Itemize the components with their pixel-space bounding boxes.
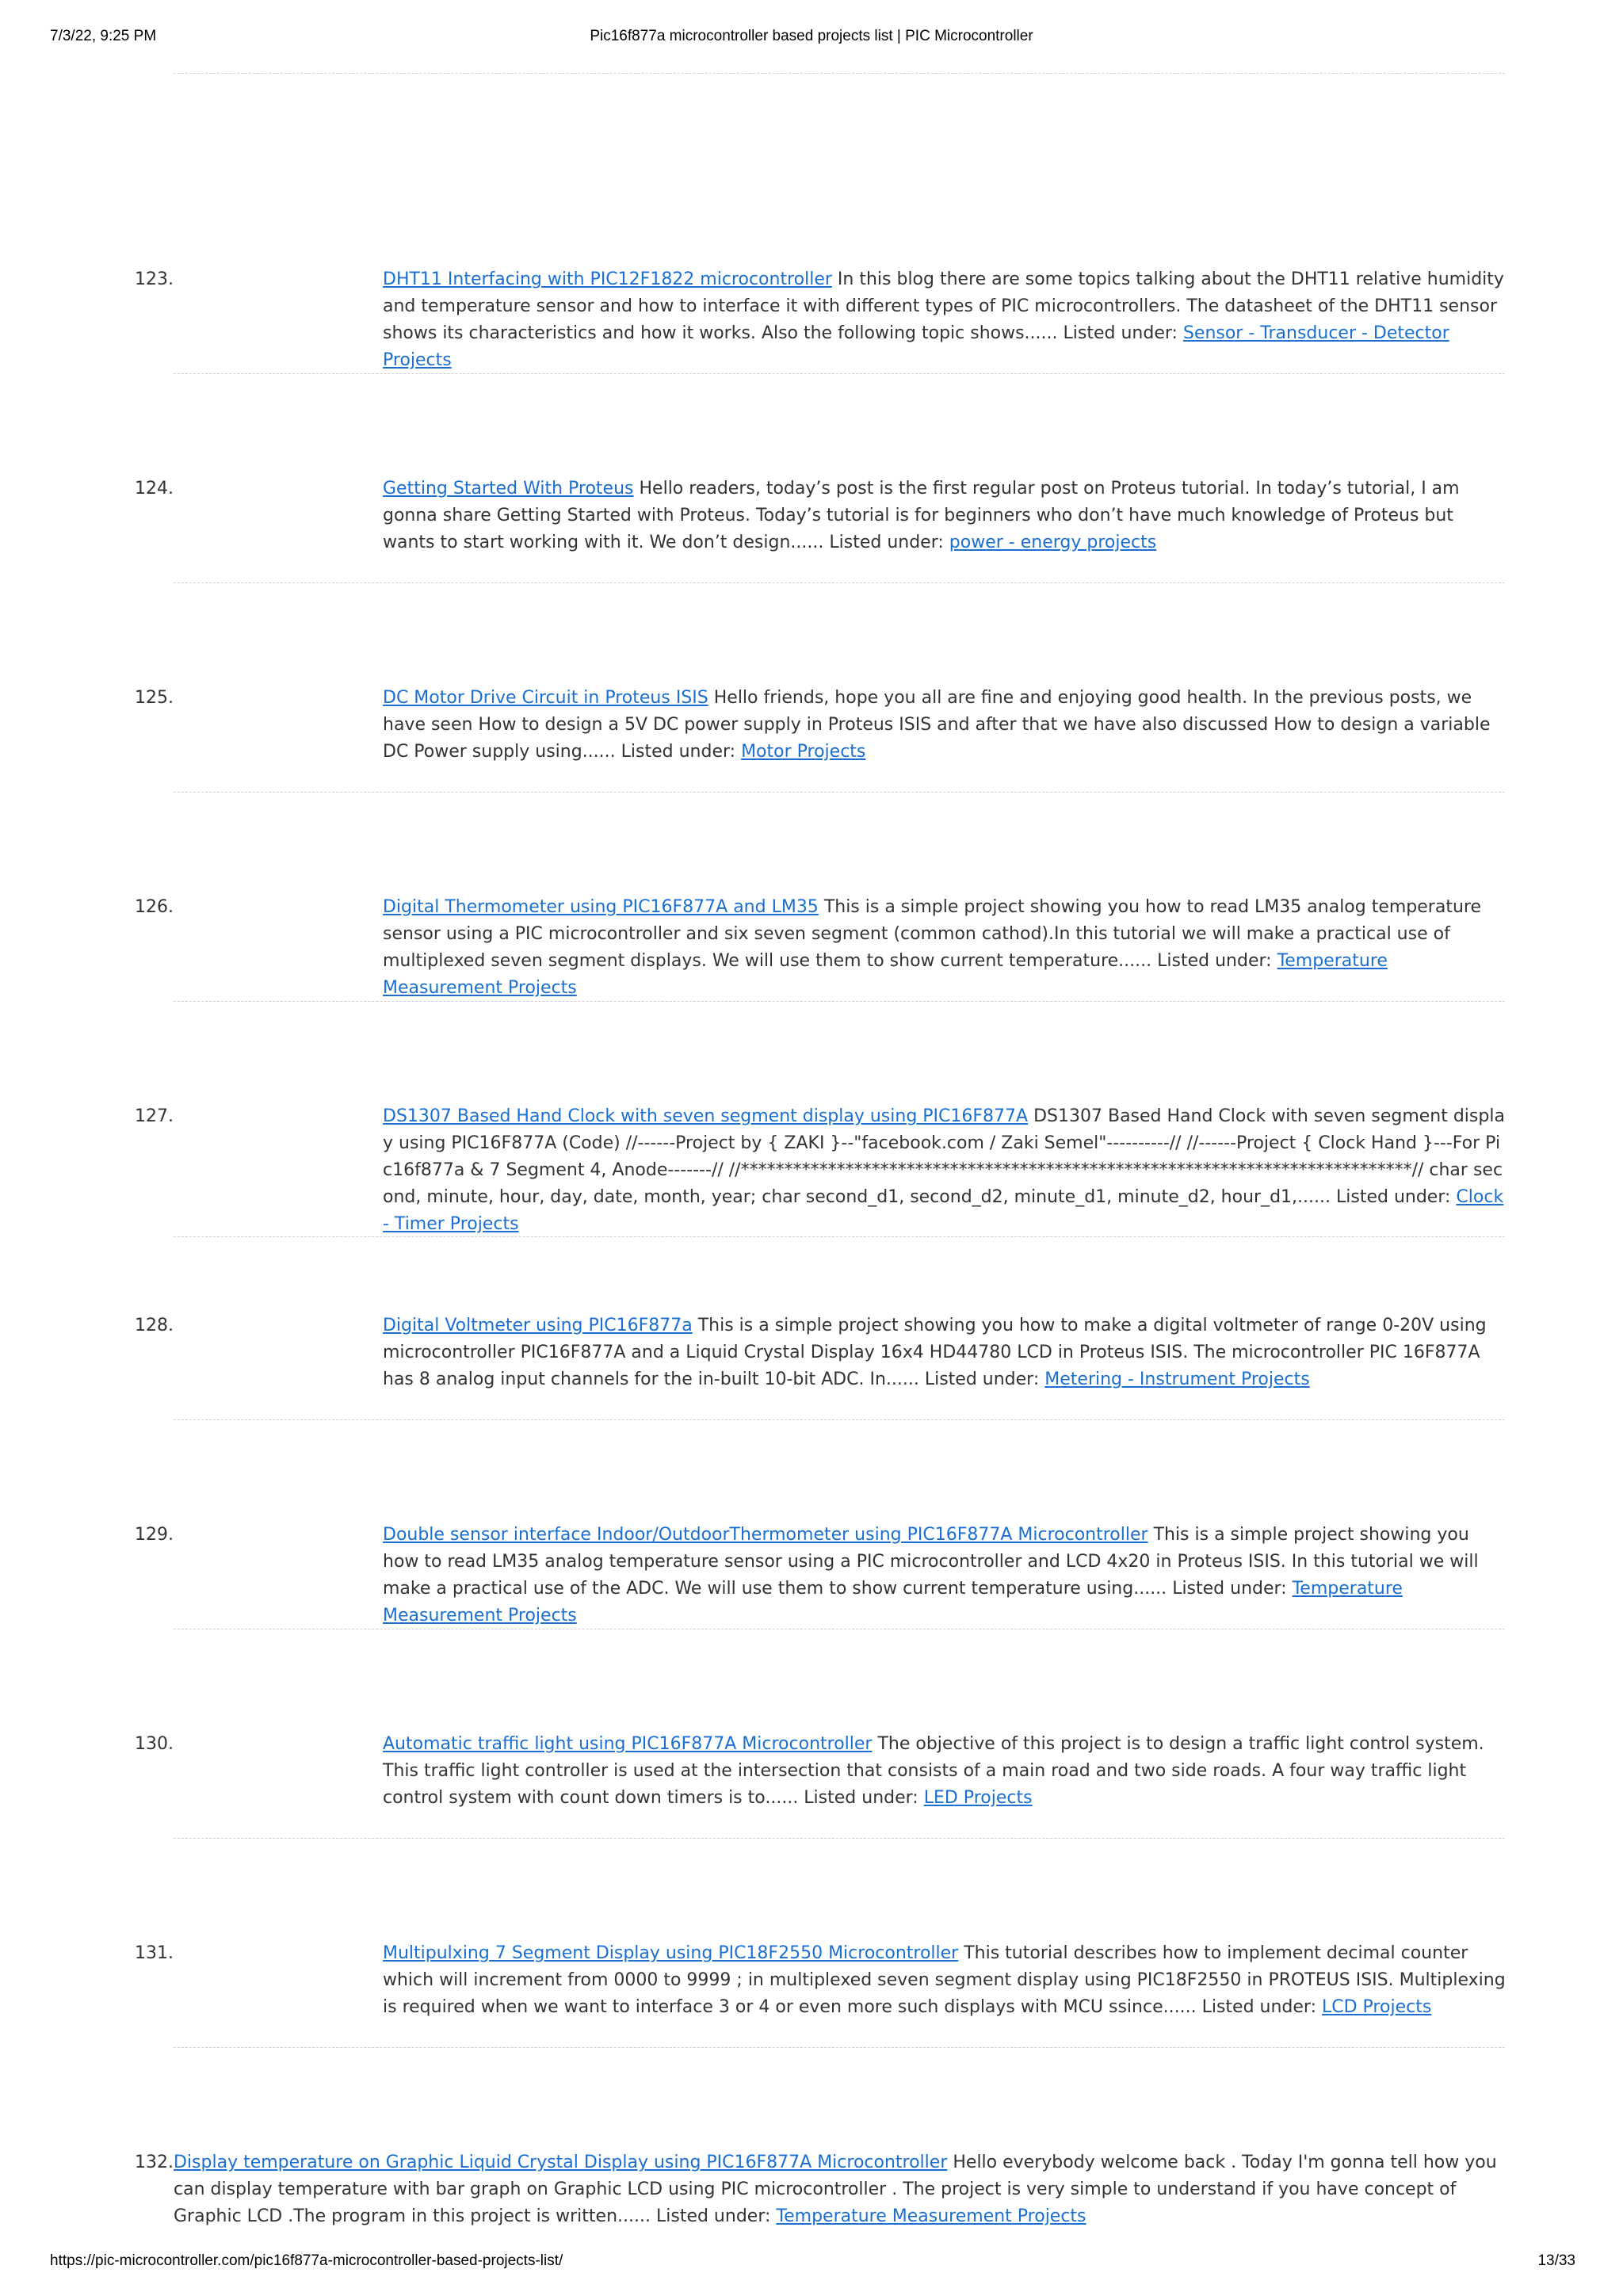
separator — [174, 1236, 1505, 1237]
category-link[interactable]: Metering - Instrument Projects — [1044, 1370, 1310, 1389]
item-description: Hello everybody welcome back . Today I'm gonna tell how you can display temperature with bar graph on Graphic LCD using PIC microcontroller . The project is very simple to understand if you have concept of Graphic LCD .The program in this project is written...... — [174, 2153, 1497, 2226]
listed-under-label: Listed under: — [924, 1370, 1040, 1389]
item-body — [383, 1940, 1508, 2021]
page-title: Pic16f877a microcontroller based projects list | PIC Microcontroller — [590, 28, 1033, 44]
item-number: 129. — [135, 1525, 174, 1545]
category-link[interactable]: Motor Projects — [741, 742, 866, 762]
item-body — [383, 1312, 1508, 1393]
separator — [174, 1419, 1505, 1420]
project-link[interactable]: DHT11 Interfacing with PIC12F1822 microcontroller — [383, 269, 832, 289]
item-body — [383, 476, 1508, 556]
category-link[interactable]: Temperature Measurement Projects — [383, 951, 1388, 998]
item-body — [383, 1522, 1508, 1629]
listed-under-label: Listed under: — [1201, 1997, 1316, 2017]
item-number: 127. — [135, 1106, 174, 1126]
listed-under-label: Listed under: — [1063, 323, 1178, 343]
project-link[interactable]: Digital Voltmeter using PIC16F877a — [383, 1316, 693, 1335]
page-number: 13/33 — [1537, 2252, 1575, 2269]
listed-under-label: Listed under: — [655, 2206, 771, 2226]
item-number: 132. — [135, 2153, 174, 2172]
separator — [174, 373, 1505, 374]
item-description: The objective of this project is to design a traffic light control system. This traffic light controller is used at the intersection that consists of a main road and two side roads. A four way traffic light control system with count down timers is to...... — [383, 1734, 1484, 1808]
project-link[interactable]: Getting Started With Proteus — [383, 479, 634, 499]
separator — [174, 1001, 1505, 1002]
item-description: This is a simple project showing you how to read LM35 analog temperature sensor using a PIC microcontroller and six seven segment (common cathod).In this tutorial we will make a practical use of multiplexed seven segment displays. We will use them to show current temperature...... — [383, 897, 1482, 971]
separator — [174, 792, 1505, 793]
print-footer — [0, 2252, 1623, 2276]
project-link[interactable]: DC Motor Drive Circuit in Proteus ISIS — [383, 688, 708, 708]
category-link[interactable]: Temperature Measurement Projects — [383, 1579, 1403, 1626]
item-body — [383, 894, 1508, 1002]
category-link[interactable]: power - energy projects — [949, 533, 1157, 552]
item-description: In this blog there are some topics talking about the DHT11 relative humidity and temperature sensor and how to interface it with different types of PIC microcontrollers. The datasheet of the DHT11 sensor shows its characteristics and how it works. Also the following topic shows...... — [383, 269, 1504, 343]
listed-under-label: Listed under: — [1157, 951, 1272, 971]
category-link[interactable]: LED Projects — [923, 1788, 1033, 1808]
item-body — [383, 266, 1508, 374]
item-number: 126. — [135, 897, 174, 917]
listed-under-label: Listed under: — [1336, 1187, 1451, 1207]
print-header — [0, 28, 1623, 52]
print-date: 7/3/22, 9:25 PM — [50, 28, 157, 44]
project-link[interactable]: Digital Thermometer using PIC16F877A and LM35 — [383, 897, 819, 917]
separator — [174, 73, 1505, 74]
item-number: 130. — [135, 1734, 174, 1754]
item-body — [174, 2149, 1508, 2230]
project-link[interactable]: Display temperature on Graphic Liquid Crystal Display using PIC16F877A Microcontroller — [174, 2153, 948, 2172]
separator — [174, 2047, 1505, 2048]
item-description: DS1307 Based Hand Clock with seven segment display using PIC16F877A (Code) //------Project by { ZAKI }--"facebook.com / Zaki Semel"----------// //------Project { Clock Hand }---For Pic16f877a & 7 Segment 4, Anode-------// //*****************************************************************************// char second, minute, hour, day, date, month, year; char second_d1, second_d2, minute_d1, minute_d2, hour_d1,...... — [383, 1106, 1505, 1207]
item-number: 125. — [135, 688, 174, 708]
item-description: This is a simple project showing you how to make a digital voltmeter of range 0-20V using microcontroller PIC16F877A and a Liquid Crystal Display 16x4 HD44780 LCD in Proteus ISIS. The microcontroller PIC 16F877A has 8 analog input channels for the in-built 10-bit ADC. In...... — [383, 1316, 1487, 1389]
item-number: 123. — [135, 269, 174, 289]
separator — [174, 1838, 1505, 1839]
category-link[interactable]: Temperature Measurement Projects — [776, 2206, 1086, 2226]
project-link[interactable]: DS1307 Based Hand Clock with seven segment display using PIC16F877A — [383, 1106, 1029, 1126]
item-body — [383, 685, 1508, 766]
page-url: https://pic-microcontroller.com/pic16f877a-microcontroller-based-projects-list/ — [50, 2252, 563, 2269]
item-description: This is a simple project showing you how to read LM35 analog temperature sensor using a PIC microcontroller and LCD 4x20 in Proteus ISIS. In this tutorial we will make a practical use of the ADC. We will use them to show current temperature using...... — [383, 1525, 1479, 1599]
item-body — [383, 1103, 1508, 1238]
category-link[interactable]: LCD Projects — [1322, 1997, 1432, 2017]
project-link[interactable]: Multipulxing 7 Segment Display using PIC18F2550 Microcontroller — [383, 1943, 959, 1963]
item-description: Hello readers, today’s post is the first regular post on Proteus tutorial. In today’s tutorial, I am gonna share Getting Started with Proteus. Today’s tutorial is for beginners who don’t have much knowledge of Proteus but wants to start working with it. We don’t design...... — [383, 479, 1460, 552]
item-number: 131. — [135, 1943, 174, 1963]
project-link[interactable]: Double sensor interface Indoor/OutdoorThermometer using PIC16F877A Microcontroller — [383, 1525, 1148, 1545]
project-link[interactable]: Automatic traffic light using PIC16F877A Microcontroller — [383, 1734, 873, 1754]
category-link[interactable]: Sensor - Transducer - Detector Projects — [383, 323, 1449, 370]
item-body — [383, 1731, 1508, 1812]
listed-under-label: Listed under: — [1172, 1579, 1287, 1599]
category-link[interactable]: Clock - Timer Projects — [383, 1187, 1504, 1234]
item-number: 128. — [135, 1316, 174, 1335]
listed-under-label: Listed under: — [829, 533, 944, 552]
item-number: 124. — [135, 479, 174, 499]
item-description: This tutorial describes how to implement decimal counter which will increment from 0000 to 9999 ; in multiplexed seven segment display using PIC18F2550 in PROTEUS ISIS. Multiplexing is required when we want to interface 3 or 4 or even more such displays with MCU ssince...... — [383, 1943, 1506, 2017]
listed-under-label: Listed under: — [804, 1788, 918, 1808]
listed-under-label: Listed under: — [621, 742, 736, 762]
item-description: Hello friends, hope you all are fine and enjoying good health. In the previous posts, we have seen How to design a 5V DC power supply in Proteus ISIS and after that we have also discussed How to design a variable DC Power supply using...... — [383, 688, 1491, 762]
